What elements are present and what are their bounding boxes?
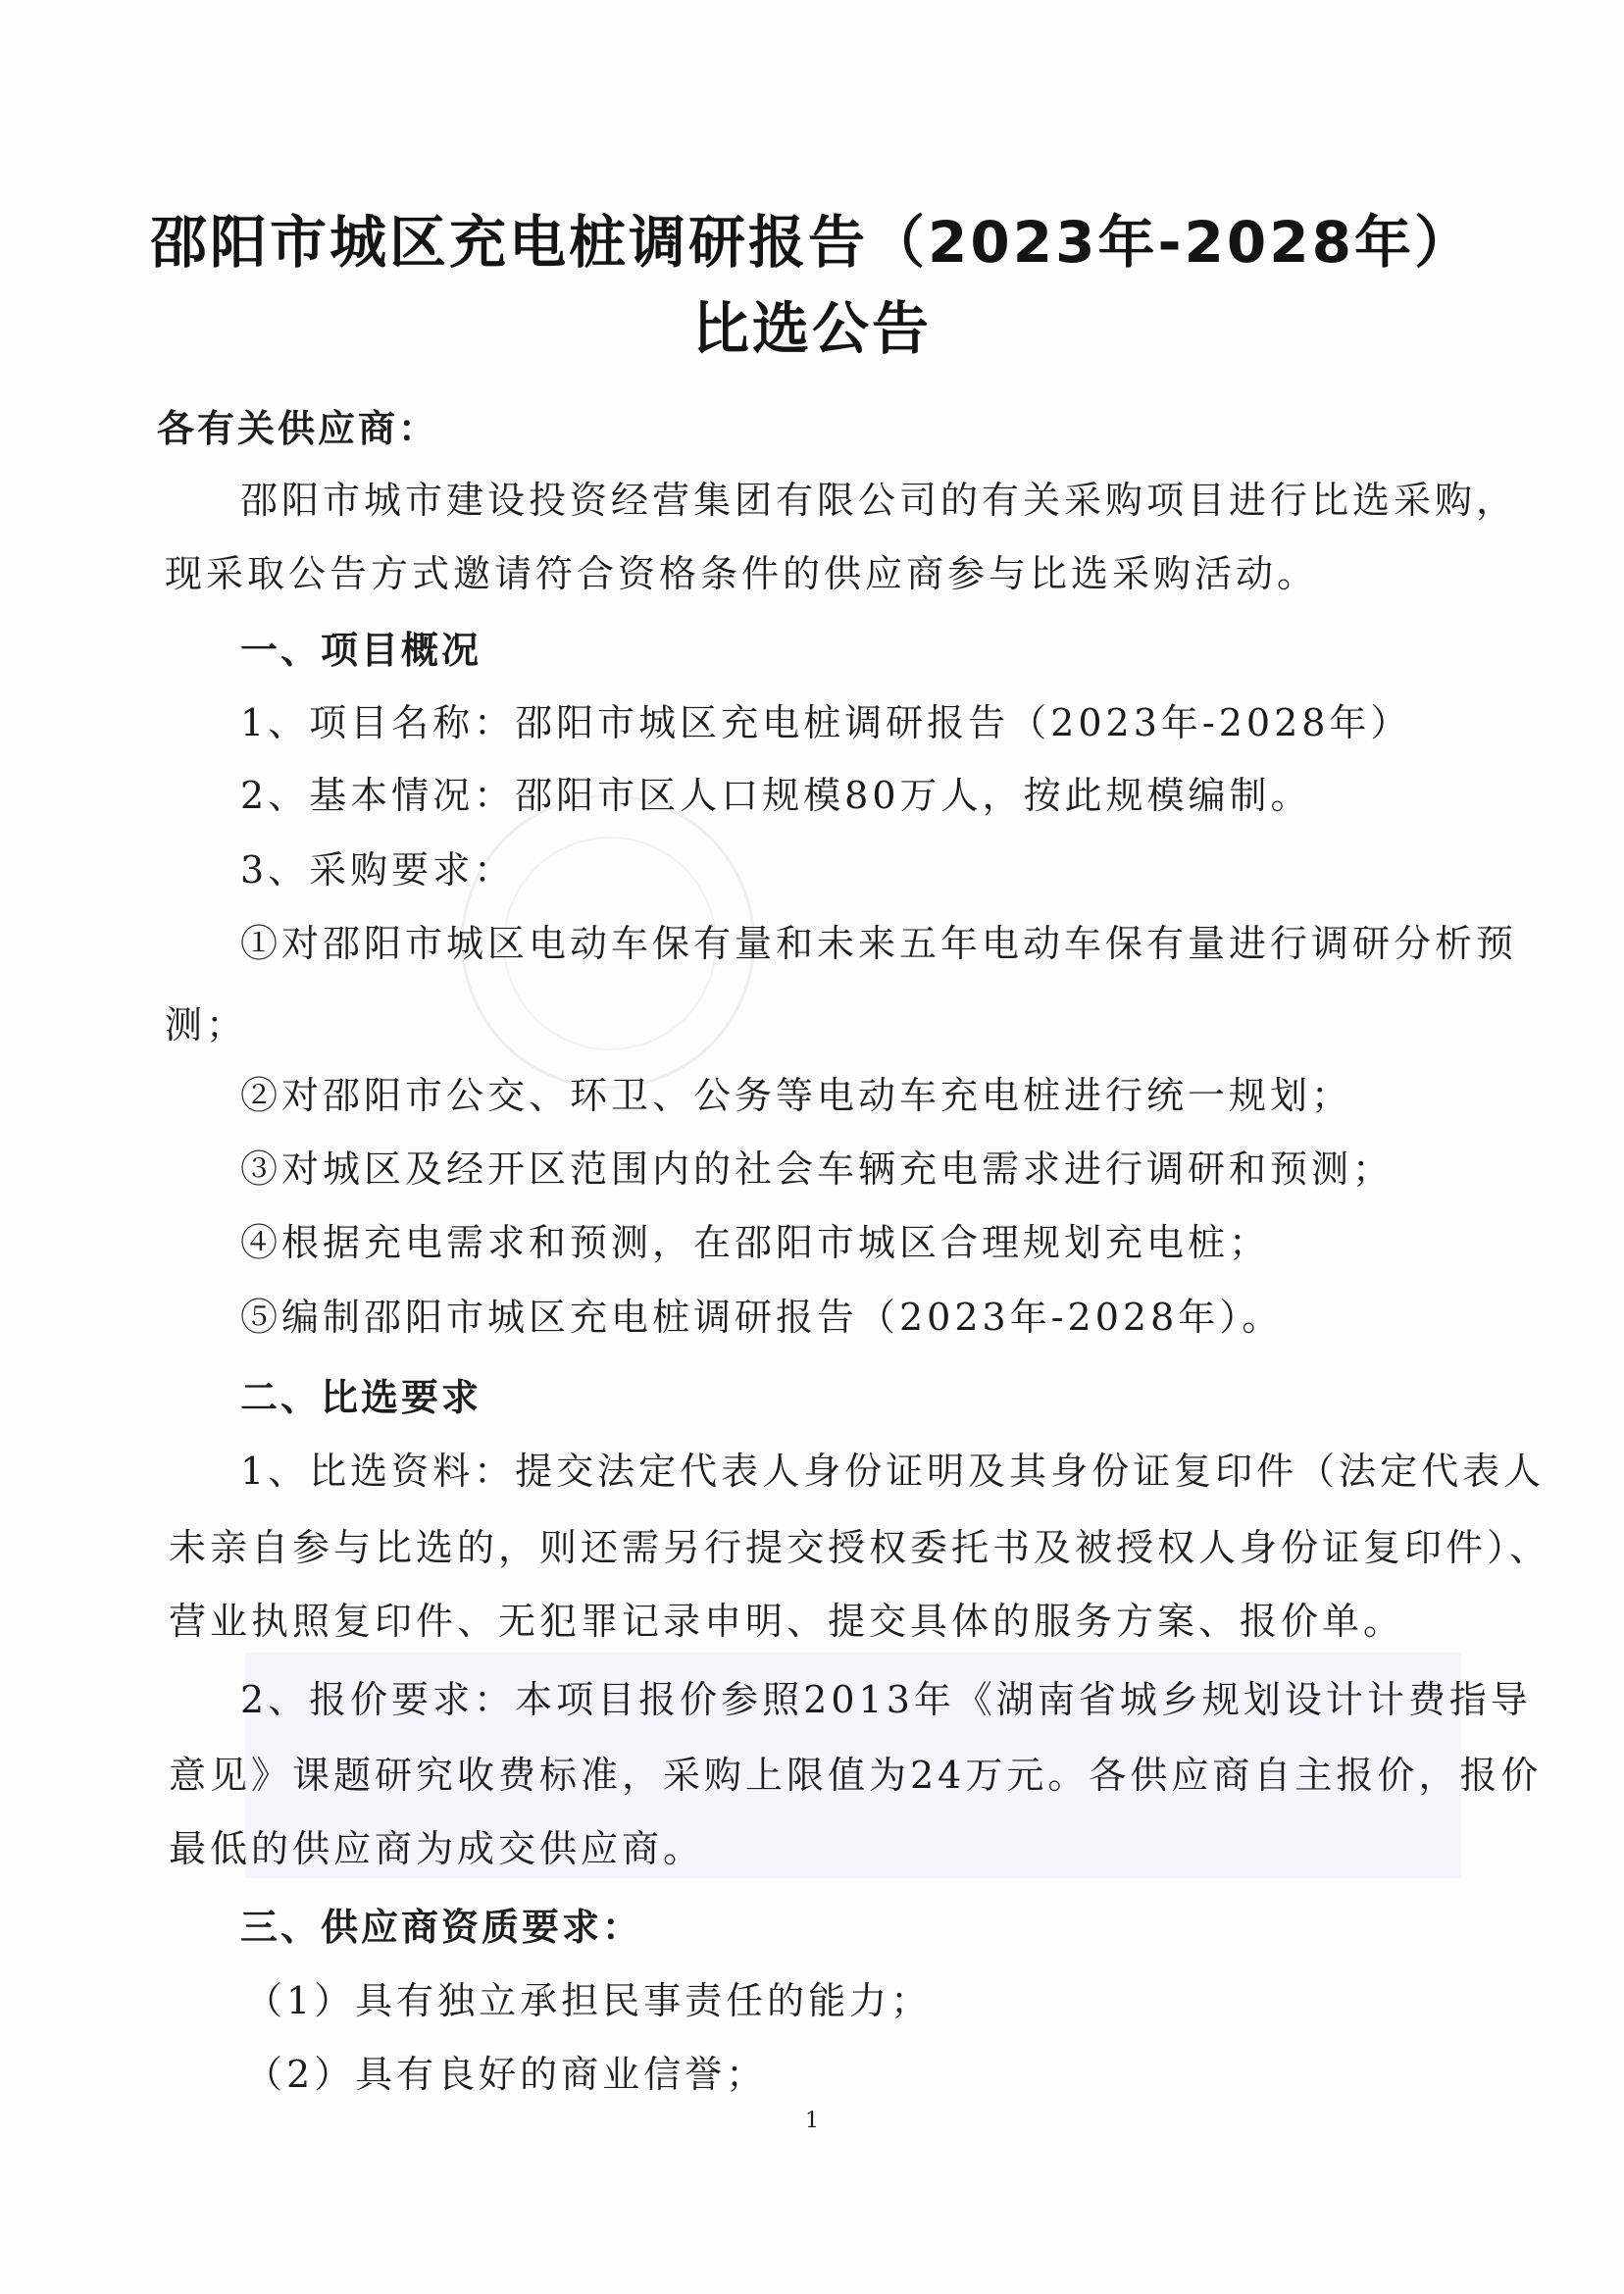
section1-line: ③对城区及经开区范围内的社会车辆充电需求进行调研和预测； (240, 1147, 1395, 1191)
section3-line: （1）具有独立承担民事责任的能力； (245, 1979, 933, 2022)
section1-line: ①对邵阳市城区电动车保有量和未来五年电动车保有量进行调研分析预 (240, 922, 1518, 965)
section1-line: 测； (165, 1003, 248, 1046)
document-title-line2: 比选公告 (691, 295, 932, 362)
section1-heading: 一、项目概况 (240, 629, 482, 672)
intro-line: 邵阳市城市建设投资经营集团有限公司的有关采购项目进行比选采购， (240, 479, 1518, 522)
section2-line: 意见》课题研究收费标准，采购上限值为24万元。各供应商自主报价，报价 (169, 1754, 1543, 1797)
salutation: 各有关供应商： (157, 407, 439, 450)
section1-line: ②对邵阳市公交、环卫、公务等电动车充电桩进行统一规划； (240, 1074, 1353, 1117)
section2-line: 最低的供应商为成交供应商。 (169, 1827, 705, 1870)
section1-line: 1、项目名称：邵阳市城区充电桩调研报告（2023年-2028年） (240, 701, 1412, 744)
intro-line: 现采取公告方式邀请符合资格条件的供应商参与比选采购活动。 (165, 552, 1319, 595)
section2-line: 1、比选资料：提交法定代表人身份证明及其身份证复印件（法定代表人 (240, 1450, 1546, 1493)
section1-line: ⑤编制邵阳市城区充电桩调研报告（2023年-2028年）。 (240, 1296, 1284, 1339)
section3-line: （2）具有良好的商业信誉； (245, 2053, 768, 2096)
section1-line: 3、采购要求： (240, 848, 516, 892)
section3-heading: 三、供应商资质要求： (240, 1906, 643, 1949)
document-title-line1: 邵阳市城区充电桩调研报告（2023年-2028年） (150, 209, 1474, 276)
section2-line: 2、报价要求：本项目报价参照2013年《湖南省城乡规划设计计费指导 (240, 1678, 1532, 1721)
section2-heading: 二、比选要求 (240, 1376, 482, 1419)
section1-line: 2、基本情况：邵阳市区人口规模80万人，按此规模编制。 (240, 774, 1312, 817)
section2-line: 未亲自参与比选的，则还需另行提交授权委托书及被授权人身份证复印件）、 (169, 1526, 1551, 1569)
section2-line: 营业执照复印件、无犯罪记录申明、提交具体的服务方案、报价单。 (169, 1600, 1405, 1643)
page-number: 1 (805, 2109, 819, 2133)
section1-line: ④根据充电需求和预测，在邵阳市城区合理规划充电桩； (240, 1221, 1271, 1264)
